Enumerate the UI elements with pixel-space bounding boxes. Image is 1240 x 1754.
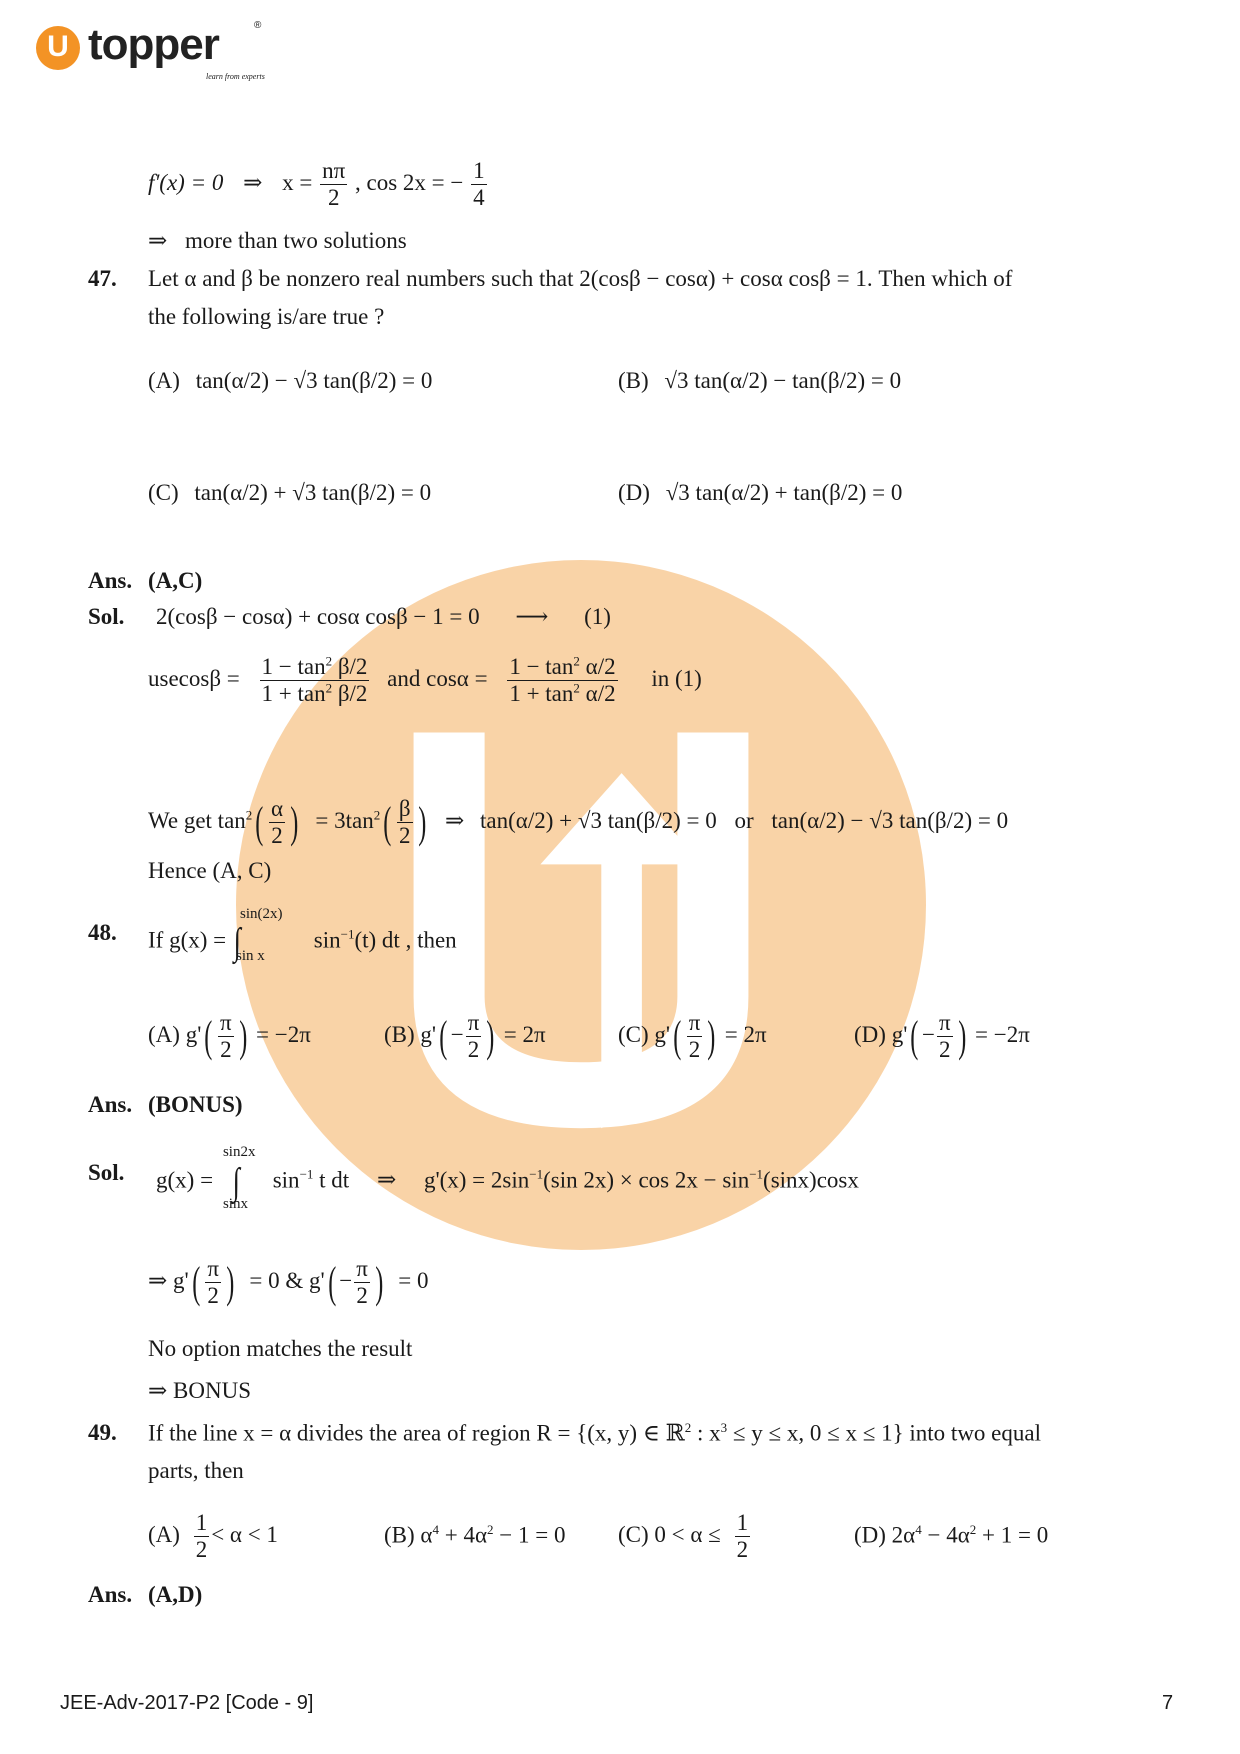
q47-text-1: Let α and β be nonzero real numbers such that 2(cosβ − cosα) + cosα cosβ = 1. Then which of xyxy=(148,266,1013,291)
q49-option-c: (C) 0 < α ≤ $\frac{1}{2}$ xyxy=(618,1510,749,1563)
implies-arrow: ⇒ xyxy=(148,228,168,253)
logo-mark: U xyxy=(47,30,69,63)
option-expr: tan(α/2) − √3 tan(β/2) = 0 xyxy=(195,368,433,393)
logo-registered: ® xyxy=(254,20,262,31)
q48-bonus: ⇒ BONUS xyxy=(148,1378,251,1403)
logo-tagline: learn from experts xyxy=(206,72,265,81)
x-eq: x = xyxy=(282,170,313,196)
fraction: $\frac{n\pi}{2}$ xyxy=(322,158,346,211)
q48-option-b: (B) g'( − $\frac{\pi}{2}$ ) = 2π xyxy=(384,1010,546,1063)
logo-text: topper xyxy=(88,20,219,69)
q48-option-a: (A) g'( $\frac{\pi}{2}$ ) = −2π xyxy=(148,1010,311,1063)
q47-option-d: (D) √3 tan(α/2) + tan(β/2) = 0 xyxy=(618,480,903,505)
q48-option-c: (C) g'( $\frac{\pi}{2}$ ) = 2π xyxy=(618,1010,767,1063)
fraction: $\frac{1}{4}$ xyxy=(473,158,485,211)
q47-text-2: the following is/are true ? xyxy=(148,304,385,329)
q49-option-d: (D) $2\alpha^4 - 4\alpha^2 + 1 = 0$ xyxy=(854,1522,1049,1548)
and-text: and cosα = xyxy=(387,666,488,692)
q47-number: 47. xyxy=(88,266,117,291)
line-more xyxy=(148,228,407,254)
q47-option-c: (C) tan(α/2) + √3 tan(β/2) = 0 xyxy=(148,480,432,505)
q48-sol-label: Sol. xyxy=(88,1160,125,1185)
q47-ans: (A,C) xyxy=(148,568,203,593)
q49-text-2: parts, then xyxy=(148,1458,244,1483)
fx-prefix: f'(x) = 0 xyxy=(148,170,224,196)
q48-ans: (BONUS) xyxy=(148,1092,243,1117)
q48-statement: If g(x) = ∫ sin(2x) sin x $\sin^{-1}(t)$ dt , then xyxy=(148,906,457,964)
q47-option-b: (B) √3 tan(α/2) − tan(β/2) = 0 xyxy=(618,368,902,393)
q47-sol-line: 2(cosβ − cosα) + cosα cosβ − 1 = 0 ⟶ (1) xyxy=(156,604,611,629)
option-expr: tan(α/2) + √3 tan(β/2) = 0 xyxy=(194,480,432,505)
q48-sol-line: g(x) = ∫ sin2x sinx $\sin^{-1} t$ dt ⇒ $g'(x) = 2\sin^{-1}(\sin$ $2x) \times \cos 2x - \sin^{-1}(\sin x)\cos x$ xyxy=(156,1144,859,1212)
option-expr: √3 tan(α/2) − tan(β/2) = 0 xyxy=(664,368,902,393)
q49-ans: (A,D) xyxy=(148,1582,203,1607)
q48-ans-label: Ans. xyxy=(88,1092,133,1117)
q48-option-d: (D) g'( − $\frac{\pi}{2}$ ) = −2π xyxy=(854,1010,1030,1063)
q49-ans-label: Ans. xyxy=(88,1582,133,1607)
fraction: $\frac{1 - \tan^2 \alpha/2}{1 + \tan^2 \alpha/2}$ xyxy=(509,653,616,707)
q47-we-get: We get $\tan^2$( $\frac{\alpha}{2}$ ) = $3\tan^2$( $\frac{\beta}{2}$ ) ⇒ tan(α/2) + √3 tan(β/2) = 0 or tan(α/2) − √3 tan(β/2) = 0 xyxy=(148,796,1009,849)
option-expr: √3 tan(α/2) + tan(β/2) = 0 xyxy=(665,480,903,505)
page-number: 7 xyxy=(1162,1692,1174,1714)
more-text: more than two solutions xyxy=(185,228,407,253)
q48-result: ⇒ g'( $\frac{\pi}{2}$ ) = 0 & g'( − $\frac{\pi}{2}$ ) = 0 xyxy=(148,1256,429,1309)
q47-hence: Hence (A, C) xyxy=(148,858,272,883)
q48-number: 48. xyxy=(88,920,117,945)
q49-option-a: (A) $\frac{1}{2}$ < α < 1 xyxy=(148,1510,278,1563)
q49-number: 49. xyxy=(88,1420,117,1445)
implies-arrow: ⇒ xyxy=(243,170,263,196)
footer-code: JEE-Adv-2017-P2 [Code - 9] xyxy=(60,1692,314,1714)
q47-sol-label: Sol. xyxy=(88,604,125,629)
cos-part: , cos 2x = − xyxy=(355,170,464,196)
q49-option-b: (B) $\alpha^4 + 4\alpha^2 - 1 = 0$ xyxy=(384,1522,566,1548)
use-text: usecosβ = xyxy=(148,666,240,692)
fraction: $\frac{1 - \tan^2 \beta/2}{1 + \tan^2 \beta/2}$ xyxy=(261,653,368,707)
q48-no-match: No option matches the result xyxy=(148,1336,413,1361)
line-fx xyxy=(148,158,489,212)
in-text: in (1) xyxy=(651,666,702,692)
q47-use-line xyxy=(148,654,702,708)
q49-text-1: If the line x = α divides the area of region R = {(x, y) ∈ ℝ$^2$ : $x^3 \le y \le x$, 0 ≤ x ≤ 1} into two equal xyxy=(148,1420,1041,1446)
q47-option-a: (A) tan(α/2) − √3 tan(β/2) = 0 xyxy=(148,368,433,393)
q47-ans-label: Ans. xyxy=(88,568,133,593)
